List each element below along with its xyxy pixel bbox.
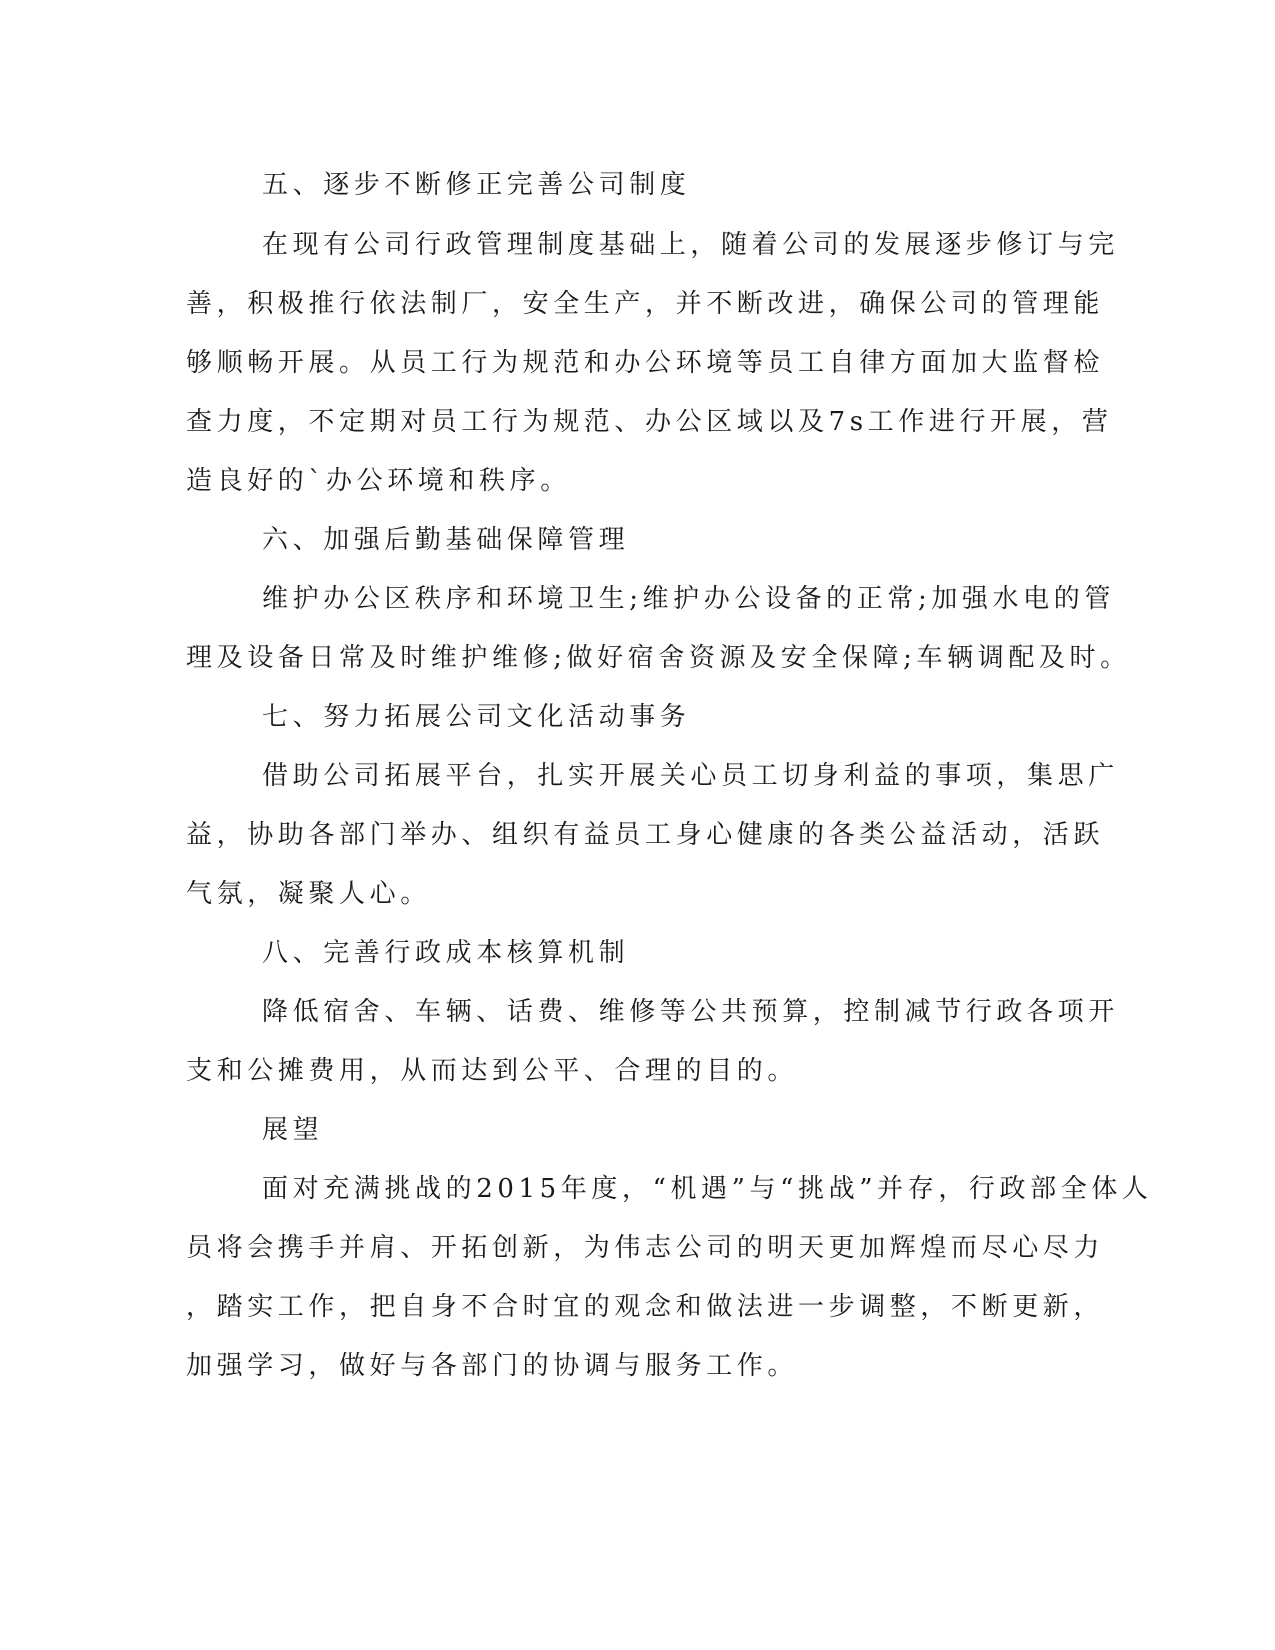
paragraph-line: 益，协助各部门举办、组织有益员工身心健康的各类公益活动，活跃: [186, 820, 1105, 850]
paragraph-line: 维护办公区秩序和环境卫生;维护办公设备的正常;加强水电的管: [262, 584, 1115, 614]
paragraph-line: 够顺畅开展。从员工行为规范和办公环境等员工自律方面加大监督检: [186, 348, 1105, 378]
paragraph-line: 善，积极推行依法制厂，安全生产，并不断改进，确保公司的管理能: [186, 289, 1105, 319]
section-heading-8: 八、完善行政成本核算机制: [262, 938, 630, 968]
paragraph-line: 查力度，不定期对员工行为规范、办公区域以及7s工作进行开展，营: [186, 407, 1113, 437]
paragraph-line: 降低宿舍、车辆、话费、维修等公共预算，控制减节行政各项开: [262, 997, 1119, 1027]
paragraph-line: 理及设备日常及时维护维修;做好宿舍资源及安全保障;车辆调配及时。: [186, 643, 1131, 673]
section-heading-outlook: 展望: [262, 1115, 324, 1145]
paragraph-line: 支和公摊费用，从而达到公平、合理的目的。: [186, 1056, 799, 1086]
paragraph-line: 在现有公司行政管理制度基础上，随着公司的发展逐步修订与完: [262, 230, 1119, 260]
paragraph-line: 加强学习，做好与各部门的协调与服务工作。: [186, 1351, 799, 1381]
section-heading-6: 六、加强后勤基础保障管理: [262, 525, 630, 555]
section-heading-5: 五、逐步不断修正完善公司制度: [262, 170, 691, 200]
section-heading-7: 七、努力拓展公司文化活动事务: [262, 702, 691, 732]
paragraph-line: ，踏实工作，把自身不合时宜的观念和做法进一步调整，不断更新，: [186, 1292, 1105, 1322]
paragraph-line: 借助公司拓展平台，扎实开展关心员工切身利益的事项，集思广: [262, 761, 1119, 791]
paragraph-line: 造良好的`办公环境和秩序。: [186, 466, 571, 496]
paragraph-line: 气氛，凝聚人心。: [186, 879, 431, 909]
paragraph-line: 员将会携手并肩、开拓创新，为伟志公司的明天更加辉煌而尽心尽力: [186, 1233, 1105, 1263]
paragraph-line: 面对充满挑战的2015年度，“机遇”与“挑战”并存，行政部全体人: [262, 1174, 1153, 1204]
